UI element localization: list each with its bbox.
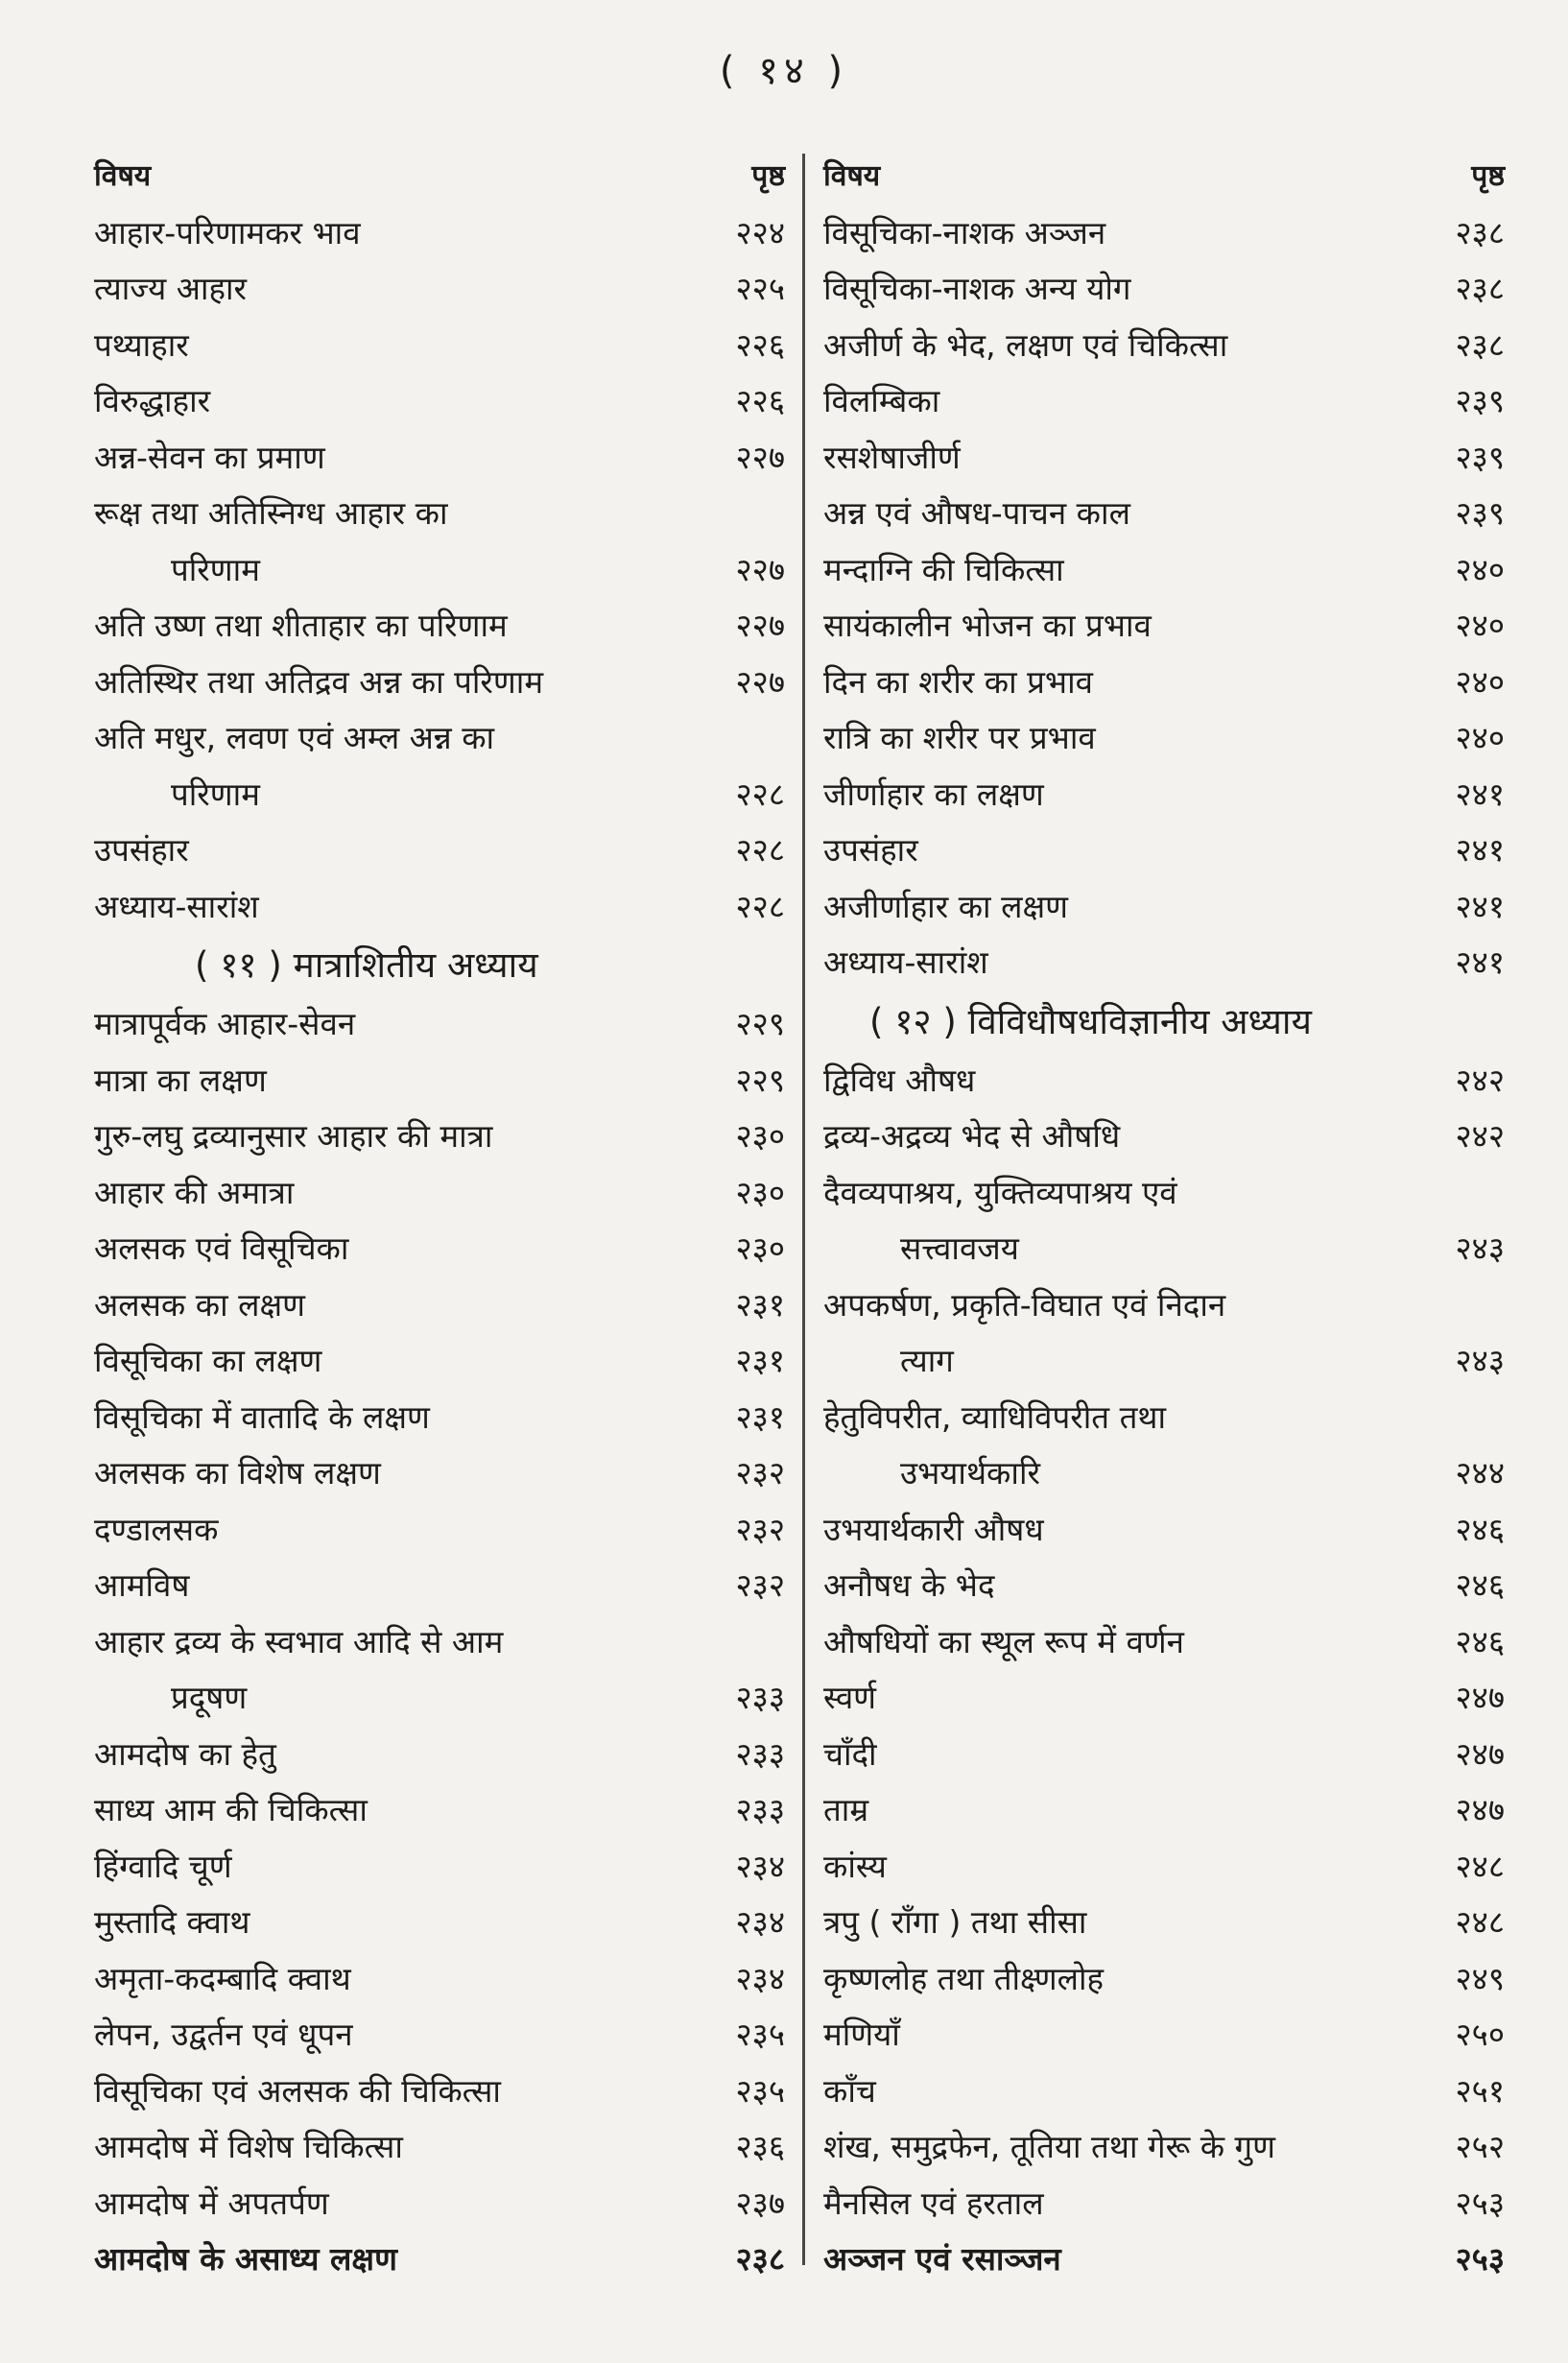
toc-entry xyxy=(94,1614,785,1671)
entry-page: २२८ xyxy=(735,887,785,925)
entry-page: २२७ xyxy=(735,438,785,476)
entry-page: २४० xyxy=(1455,662,1505,701)
entry-page: २४२ xyxy=(1455,1061,1505,1099)
toc-entry xyxy=(823,1109,1505,1165)
right-column xyxy=(823,149,1505,2288)
toc-entry xyxy=(94,1782,785,1839)
toc-entry xyxy=(823,598,1505,655)
entry-title: त्रपु ( राँगा ) तथा सीसा xyxy=(823,1903,1087,1941)
column-divider xyxy=(802,154,805,2265)
entry-page: २४० xyxy=(1455,719,1505,756)
toc-entry xyxy=(94,1390,785,1446)
entry-page: २३४ xyxy=(735,1903,785,1941)
entry-page: २२९ xyxy=(735,1005,785,1042)
entry-title: अतिस्थिर तथा अतिद्रव अन्न का परिणाम xyxy=(94,662,544,701)
entry-page: २४२ xyxy=(1455,1117,1505,1155)
entry-title: मुस्तादि क्वाथ xyxy=(94,1903,250,1941)
entry-title: मन्दाग्नि की चिकित्सा xyxy=(823,550,1064,588)
entry-title: उभयार्थकारि xyxy=(900,1454,1040,1492)
toc-entry xyxy=(94,2064,785,2120)
entry-title: कृष्णलोह तथा तीक्ष्णलोह xyxy=(823,1959,1105,1997)
entry-title: विलम्बिका xyxy=(823,382,940,419)
toc-entry xyxy=(823,1895,1505,1951)
entry-title: अजीर्ण के भेद, लक्षण एवं चिकित्सा xyxy=(823,325,1228,364)
toc-entry xyxy=(823,430,1505,487)
toc-entry xyxy=(823,1558,1505,1614)
entry-title: विसूचिका का लक्षण xyxy=(94,1342,322,1379)
entry-page: २३४ xyxy=(735,1847,785,1885)
entry-page: २३४ xyxy=(735,1959,785,1997)
toc-entry xyxy=(94,2119,785,2176)
toc-entry xyxy=(823,2064,1505,2120)
toc-entry xyxy=(94,1502,785,1559)
toc-entry xyxy=(94,1839,785,1896)
entry-page: २३६ xyxy=(735,2128,785,2165)
header-page: पृष्ठ xyxy=(1471,159,1505,193)
entry-title: कांस्य xyxy=(823,1847,887,1885)
entry-title: अपकर्षण, प्रकृति-विघात एवं निदान xyxy=(823,1285,1226,1324)
entry-page: २३८ xyxy=(1455,213,1505,251)
entry-page: २३३ xyxy=(735,1734,785,1773)
entry-page: २३२ xyxy=(735,1454,785,1492)
column-header xyxy=(94,149,785,205)
entry-title: रूक्ष तथा अतिस्निग्ध आहार का xyxy=(94,494,448,532)
entry-title: विसूचिका में वातादि के लक्षण xyxy=(94,1397,430,1436)
toc-entry xyxy=(94,598,785,655)
entry-title: उपसंहार xyxy=(823,831,918,869)
toc-entry xyxy=(94,1558,785,1614)
toc-entry xyxy=(823,261,1505,318)
toc-entry xyxy=(823,2007,1505,2064)
toc-entry xyxy=(823,1951,1505,2008)
toc-entry xyxy=(94,823,785,879)
toc-entry xyxy=(823,486,1505,542)
entry-page: २४३ xyxy=(1455,1342,1505,1379)
entry-page: २४६ xyxy=(1455,1510,1505,1548)
toc-entry xyxy=(94,710,785,767)
left-column xyxy=(94,149,785,2288)
toc-entry xyxy=(823,1502,1505,1559)
entry-title: दिन का शरीर का प्रभाव xyxy=(823,662,1093,701)
entry-page: २३२ xyxy=(735,1510,785,1548)
toc-entry xyxy=(94,1109,785,1165)
entry-title: आमदोष का हेतु xyxy=(94,1734,276,1773)
entry-page: २२८ xyxy=(735,831,785,869)
entry-page: २४८ xyxy=(1455,1903,1505,1941)
toc-entry xyxy=(94,1165,785,1222)
entry-title: सत्त्वावजय xyxy=(900,1229,1019,1267)
entry-title: शंख, समुद्रफेन, तूतिया तथा गेरू के गुण xyxy=(823,2128,1275,2165)
toc-entry xyxy=(94,2007,785,2064)
entry-page: २३२ xyxy=(735,1566,785,1604)
toc-entry xyxy=(823,1670,1505,1727)
entry-title: लेपन, उद्वर्तन एवं धूपन xyxy=(94,2016,353,2053)
entry-page: २२६ xyxy=(735,325,785,364)
toc-entry xyxy=(823,1165,1505,1222)
toc-entry xyxy=(823,823,1505,879)
entry-title: स्वर्ण xyxy=(823,1679,877,1716)
entry-title: विसूचिका-नाशक अञ्जन xyxy=(823,213,1106,251)
entry-page: २३५ xyxy=(735,2016,785,2053)
entry-title: आहार-परिणामकर भाव xyxy=(94,213,361,251)
entry-title: रसशेषाजीर्ण xyxy=(823,438,961,476)
entry-title: मात्रा का लक्षण xyxy=(94,1061,267,1099)
entry-title: अति उष्ण तथा शीताहार का परिणाम xyxy=(94,607,508,644)
toc-entry xyxy=(823,1614,1505,1671)
entry-title: आमदोष में विशेष चिकित्सा xyxy=(94,2128,403,2165)
entry-page: २४६ xyxy=(1455,1622,1505,1660)
entry-title: परिणाम xyxy=(171,775,260,813)
entry-title: आमदोष में अपतर्पण xyxy=(94,2184,329,2222)
entry-title: अञ्जन एवं रसाञ्जन xyxy=(823,2240,1061,2278)
entry-title: मणियाँ xyxy=(823,2016,900,2053)
entry-page: २२७ xyxy=(735,607,785,644)
entry-title: हेतुविपरीत, व्याधिविपरीत तथा xyxy=(823,1397,1167,1436)
entry-title: उभयार्थकारी औषध xyxy=(823,1510,1044,1548)
toc-entry xyxy=(94,1445,785,1502)
entry-page: २४१ xyxy=(1455,831,1505,869)
entry-title: द्विविध औषध xyxy=(823,1061,976,1099)
toc-entry xyxy=(94,1053,785,1110)
entry-page: २३८ xyxy=(1455,325,1505,364)
entry-page: २२९ xyxy=(735,1061,785,1099)
entry-title: आमविष xyxy=(94,1566,190,1604)
entry-title: विरुद्धाहार xyxy=(94,382,211,419)
entry-page: २३९ xyxy=(1455,438,1505,476)
toc-entry xyxy=(823,655,1505,711)
toc-entry xyxy=(823,767,1505,823)
entry-page: २३८ xyxy=(735,2240,785,2278)
toc-entry xyxy=(94,430,785,487)
entry-page: २२७ xyxy=(735,662,785,701)
entry-title: अन्न-सेवन का प्रमाण xyxy=(94,438,325,476)
entry-title: विसूचिका-नाशक अन्य योग xyxy=(823,270,1131,307)
toc-entry xyxy=(94,1895,785,1951)
entry-page: २४७ xyxy=(1455,1679,1505,1716)
entry-page: २२८ xyxy=(735,775,785,813)
entry-page: २३१ xyxy=(735,1342,785,1379)
toc-entry xyxy=(823,1445,1505,1502)
chapter-title: ( ११ ) मात्राशितीय अध्याय xyxy=(195,944,538,986)
chapter-heading xyxy=(823,991,1505,1053)
toc-entry xyxy=(94,1221,785,1277)
entry-page: २३५ xyxy=(735,2071,785,2110)
entry-page: २५० xyxy=(1455,2016,1505,2053)
entry-page: २३१ xyxy=(735,1285,785,1324)
toc-entry xyxy=(94,205,785,262)
toc-entry xyxy=(94,1951,785,2008)
entry-page: २३१ xyxy=(735,1397,785,1436)
entry-page: २४४ xyxy=(1455,1454,1505,1492)
entry-title: हिंग्वादि चूर्ण xyxy=(94,1847,232,1885)
toc-entry xyxy=(823,1277,1505,1334)
toc-entry xyxy=(823,710,1505,767)
toc-entry xyxy=(823,879,1505,936)
toc-entry xyxy=(823,318,1505,374)
entry-page: २३७ xyxy=(735,2184,785,2222)
entry-title: मैनसिल एवं हरताल xyxy=(823,2184,1044,2222)
entry-title: अध्याय-सारांश xyxy=(94,887,259,925)
entry-title: त्याज्य आहार xyxy=(94,270,248,307)
entry-title: अमृता-कदम्बादि क्वाथ xyxy=(94,1959,351,1997)
entry-title: त्याग xyxy=(900,1342,954,1379)
toc-entry xyxy=(94,1670,785,1727)
entry-title: जीर्णाहार का लक्षण xyxy=(823,775,1044,813)
toc-entry xyxy=(94,318,785,374)
entry-title: औषधियों का स्थूल रूप में वर्णन xyxy=(823,1622,1184,1660)
entry-page: २३३ xyxy=(735,1791,785,1828)
entry-page: २४८ xyxy=(1455,1847,1505,1885)
toc-entry xyxy=(94,2232,785,2288)
toc-entry xyxy=(94,1727,785,1783)
entry-title: सायंकालीन भोजन का प्रभाव xyxy=(823,607,1152,644)
entry-page: २३३ xyxy=(735,1679,785,1716)
entry-title: अलसक का विशेष लक्षण xyxy=(94,1454,381,1492)
entry-title: आहार द्रव्य के स्वभाव आदि से आम xyxy=(94,1622,504,1660)
entry-page: २४७ xyxy=(1455,1791,1505,1828)
entry-page: २४६ xyxy=(1455,1566,1505,1604)
entry-page: २४० xyxy=(1455,607,1505,644)
entry-page: २३० xyxy=(735,1229,785,1267)
entry-page: २३९ xyxy=(1455,494,1505,532)
entry-page: २४९ xyxy=(1455,1959,1505,1997)
toc-entry xyxy=(94,2176,785,2232)
entry-page: २३८ xyxy=(1455,270,1505,307)
header-page: पृष्ठ xyxy=(751,159,785,193)
entry-page: २५३ xyxy=(1455,2184,1505,2222)
toc-entry xyxy=(94,1277,785,1334)
toc-entry xyxy=(823,2176,1505,2232)
entry-page: २२७ xyxy=(735,550,785,588)
entry-title: गुरु-लघु द्रव्यानुसार आहार की मात्रा xyxy=(94,1117,493,1155)
entry-title: साध्य आम की चिकित्सा xyxy=(94,1791,368,1828)
toc-entry xyxy=(823,1221,1505,1277)
entry-title: आमदोष के असाध्य लक्षण xyxy=(94,2240,397,2278)
toc-entry xyxy=(94,655,785,711)
toc-entry xyxy=(94,486,785,542)
entry-page: २४१ xyxy=(1455,887,1505,925)
entry-title: अजीर्णाहार का लक्षण xyxy=(823,887,1068,925)
entry-title: आहार की अमात्रा xyxy=(94,1173,295,1211)
toc-entry xyxy=(94,542,785,599)
entry-title: प्रदूषण xyxy=(171,1679,248,1716)
entry-title: अन्न एवं औषध-पाचन काल xyxy=(823,494,1130,532)
entry-title: पथ्याहार xyxy=(94,325,189,364)
entry-title: विसूचिका एवं अलसक की चिकित्सा xyxy=(94,2071,501,2110)
toc-entry xyxy=(823,2232,1505,2288)
toc-entry xyxy=(94,261,785,318)
toc-entry xyxy=(94,1333,785,1390)
entry-page: २३० xyxy=(735,1173,785,1211)
entry-page: २२५ xyxy=(735,270,785,307)
toc-entry xyxy=(94,996,785,1053)
entry-title: अध्याय-सारांश xyxy=(823,943,988,981)
toc-entry xyxy=(823,1839,1505,1896)
entry-title: दैवव्यपाश्रय, युक्तिव्यपाश्रय एवं xyxy=(823,1173,1177,1211)
toc-entry xyxy=(823,1727,1505,1783)
entry-title: मात्रापूर्वक आहार-सेवन xyxy=(94,1005,356,1042)
entry-page: २४० xyxy=(1455,550,1505,588)
entry-title: अति मधुर, लवण एवं अम्ल अन्न का xyxy=(94,719,495,756)
entry-title: ताम्र xyxy=(823,1791,869,1828)
entry-page: २५२ xyxy=(1455,2128,1505,2165)
entry-title: काँच xyxy=(823,2071,876,2110)
entry-page: २५३ xyxy=(1455,2240,1505,2278)
toc-entry xyxy=(94,767,785,823)
toc-entry xyxy=(823,205,1505,262)
page-number: ( १४ ) xyxy=(719,49,849,93)
entry-page: २२४ xyxy=(735,213,785,251)
entry-page: २४७ xyxy=(1455,1734,1505,1773)
entry-title: अलसक एवं विसूचिका xyxy=(94,1229,349,1267)
column-header xyxy=(823,149,1505,205)
entry-title: उपसंहार xyxy=(94,831,189,869)
toc-entry xyxy=(823,1053,1505,1110)
entry-page: २३९ xyxy=(1455,382,1505,419)
toc-entry xyxy=(94,373,785,430)
entry-page: २५१ xyxy=(1455,2071,1505,2110)
header-subject: विषय xyxy=(94,159,152,193)
toc-entry xyxy=(823,935,1505,991)
header-subject: विषय xyxy=(823,159,881,193)
toc-entry xyxy=(823,373,1505,430)
toc-entry xyxy=(823,542,1505,599)
chapter-heading xyxy=(94,935,785,996)
entry-title: द्रव्य-अद्रव्य भेद से औषधि xyxy=(823,1117,1121,1155)
chapter-title: ( १२ ) विविधौषधविज्ञानीय अध्याय xyxy=(869,1000,1312,1042)
entry-title: चाँदी xyxy=(823,1734,877,1773)
entry-title: अनौषध के भेद xyxy=(823,1566,995,1604)
entry-page: २४३ xyxy=(1455,1229,1505,1267)
entry-title: दण्डालसक xyxy=(94,1510,219,1548)
entry-title: परिणाम xyxy=(171,550,260,588)
toc-entry xyxy=(823,1333,1505,1390)
entry-page: २३० xyxy=(735,1117,785,1155)
toc-entry xyxy=(94,879,785,936)
toc-entry xyxy=(823,1390,1505,1446)
toc-entry xyxy=(823,1782,1505,1839)
entry-page: २४१ xyxy=(1455,775,1505,813)
entry-page: २४१ xyxy=(1455,943,1505,981)
toc-entry xyxy=(823,2119,1505,2176)
entry-title: रात्रि का शरीर पर प्रभाव xyxy=(823,719,1096,756)
entry-page: २२६ xyxy=(735,382,785,419)
entry-title: अलसक का लक्षण xyxy=(94,1285,306,1324)
